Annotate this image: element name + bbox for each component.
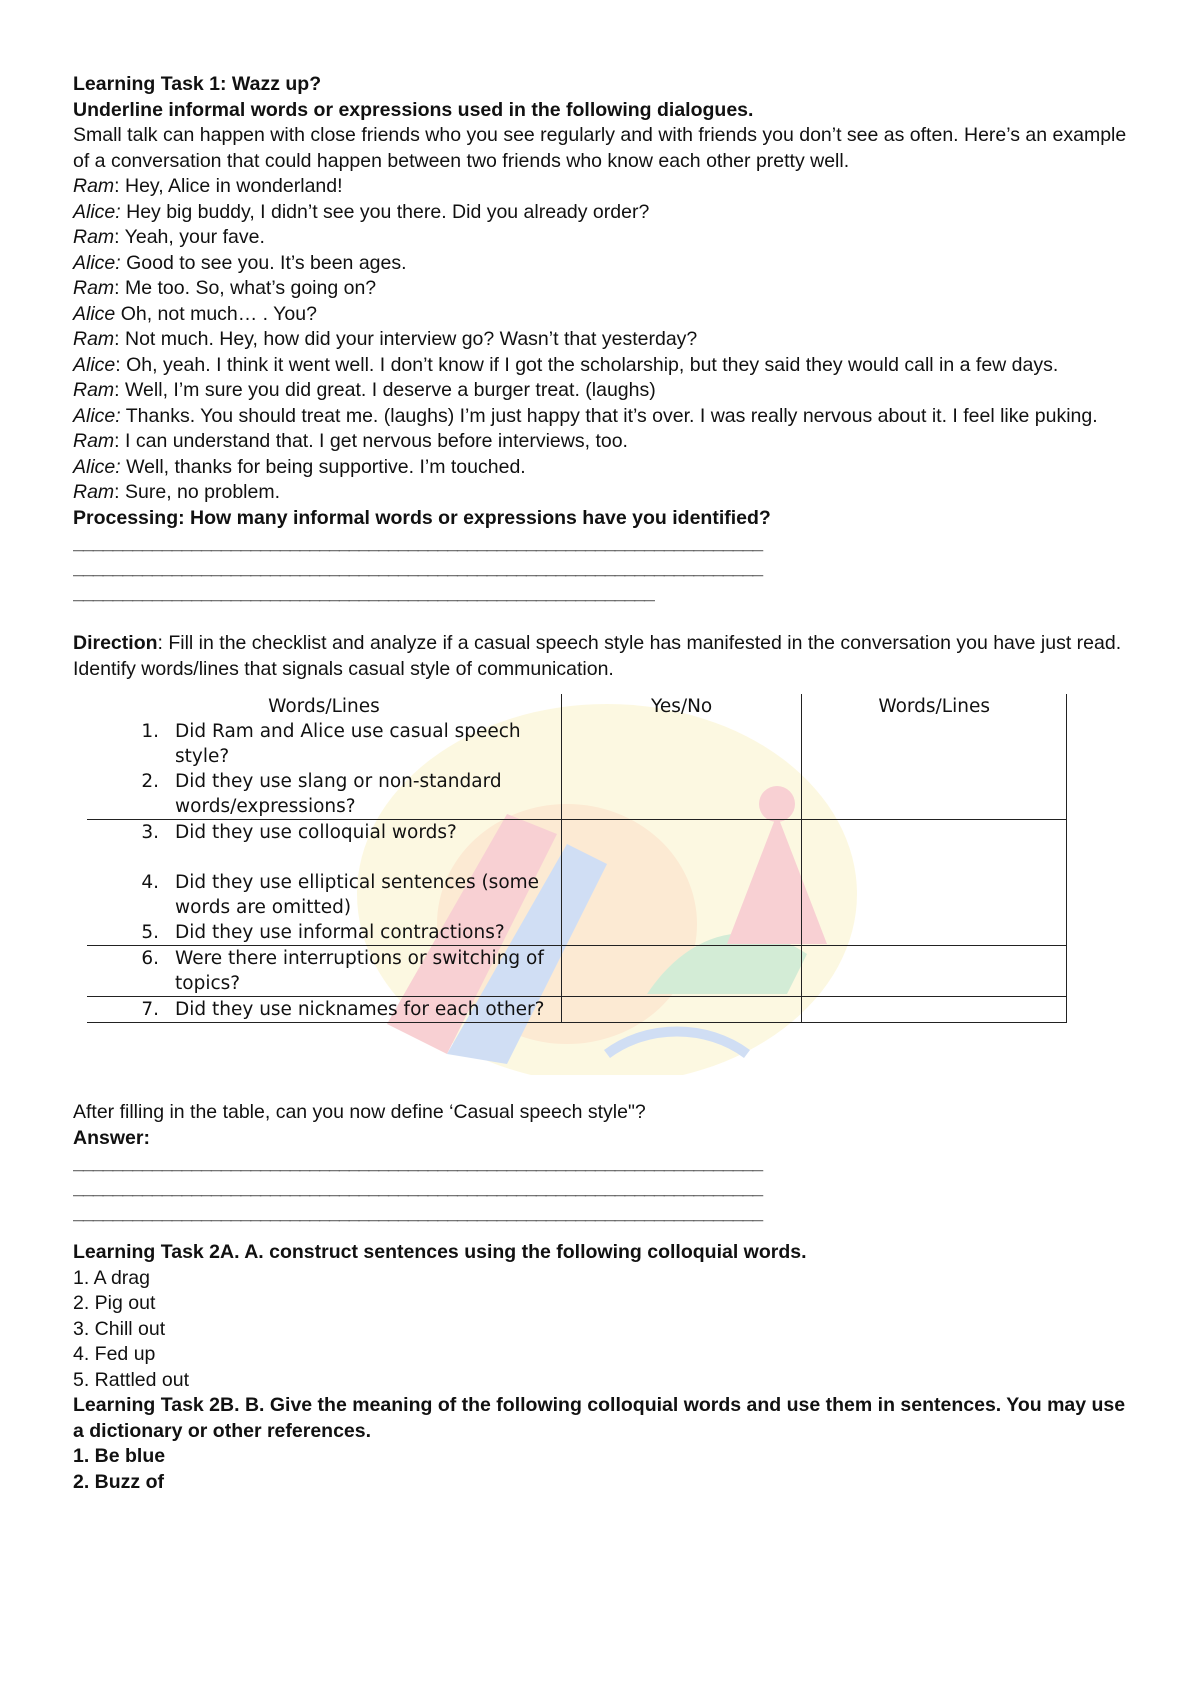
- dialogue-text: : Me too. So, what’s going on?: [114, 277, 377, 299]
- list-item: 4. Did they use elliptical sentences (some words are omitted): [87, 870, 561, 920]
- dialogue-text: : Well, I’m sure you did great. I deserve a burger treat. (laughs): [114, 379, 656, 401]
- header-words-lines-answer: Words/Lines: [802, 694, 1067, 719]
- list-item: 3. Did they use colloquial words?: [87, 820, 561, 845]
- dialogue-line: [73, 327, 1133, 353]
- list-item: 2. Did they use slang or non-standard words/expressions?: [87, 769, 561, 819]
- words-lines-cell[interactable]: [802, 946, 1067, 997]
- task2a-title: Learning Task 2A. A. construct sentences using the following colloquial words.: [73, 1241, 807, 1263]
- header-yes-no: Yes/No: [561, 694, 801, 719]
- speaker: Alice:: [73, 404, 121, 427]
- dialogue-line: [73, 404, 1133, 430]
- task1-instruction: Underline informal words or expressions used in the following dialogues.: [73, 98, 754, 121]
- dialogue-line: [73, 251, 1133, 277]
- dialogue-text: : I can understand that. I get nervous before interviews, too.: [114, 430, 628, 452]
- table-row: [87, 719, 1067, 820]
- list-item: 2. Pig out: [73, 1292, 156, 1314]
- speaker: Ram: [73, 328, 115, 350]
- dialogue-line: [73, 200, 1133, 226]
- dialogue-text: Oh, not much… . You?: [115, 302, 317, 325]
- checklist-question: Were there interruptions or switching of topics?: [175, 948, 544, 994]
- answer-blank-line[interactable]: ______________________________________________________________________: [73, 532, 763, 554]
- dialogue-text: : Oh, yeah. I think it went well. I don’t know if I got the scholarship, but they said they would call in a few days.: [115, 353, 1059, 376]
- checklist-question: Did they use elliptical sentences (some words are omitted): [175, 872, 540, 918]
- list-item: 5. Rattled out: [73, 1368, 189, 1391]
- speaker: Alice:: [73, 251, 121, 274]
- dialogue-line: [73, 225, 1133, 251]
- list-item: 7. Did they use nicknames for each other?: [87, 997, 561, 1022]
- dialogue: [73, 174, 1133, 506]
- dialogue-text: : Not much. Hey, how did your interview go? Wasn’t that yesterday?: [114, 328, 698, 350]
- table-row: [87, 820, 1067, 946]
- checklist-question: Did they use slang or non-standard words/expressions?: [175, 771, 502, 817]
- list-item: 2. Buzz of: [73, 1470, 164, 1493]
- header-words-lines: Words/Lines: [268, 696, 380, 717]
- dialogue-line: [73, 276, 1133, 302]
- words-lines-cell[interactable]: [802, 997, 1067, 1023]
- answer-blank-line[interactable]: ______________________________________________________________________: [73, 1177, 763, 1199]
- speaker: Ram: [73, 175, 115, 197]
- task1-title: Learning Task 1: Wazz up?: [73, 73, 322, 95]
- dialogue-text: Thanks. You should treat me. (laughs) I’m just happy that it’s over. I was really nervous about it. I feel like puking.: [120, 404, 1098, 427]
- checklist-question: Did they use nicknames for each other?: [175, 999, 545, 1020]
- dialogue-text: : Sure, no problem.: [114, 481, 281, 503]
- answer-blank-line[interactable]: ___________________________________________________________: [73, 582, 654, 604]
- yes-no-cell[interactable]: [561, 997, 801, 1023]
- dialogue-line: [73, 302, 1133, 328]
- direction-text: : Fill in the checklist and analyze if a casual speech style has manifested in the conversation you have just read. Identify words/lines that signals casual style of communication.: [73, 632, 1122, 680]
- speaker: Ram: [73, 481, 115, 503]
- direction-paragraph: [73, 631, 1133, 682]
- task2b-title: Learning Task 2B. B. Give the meaning of the following colloquial words and use them in sentences. You may use a dictionary or other references.: [73, 1394, 1126, 1442]
- answer-blank-line[interactable]: ______________________________________________________________________: [73, 1152, 763, 1174]
- yes-no-cell[interactable]: [561, 946, 801, 997]
- table-row: [87, 946, 1067, 997]
- direction-label: Direction: [73, 632, 158, 654]
- dialogue-line: [73, 353, 1133, 379]
- dialogue-line: [73, 429, 1133, 455]
- dialogue-line: [73, 480, 1133, 506]
- list-item: 4. Fed up: [73, 1343, 156, 1365]
- checklist-question: Did they use informal contractions?: [175, 922, 505, 943]
- dialogue-text: Well, thanks for being supportive. I’m touched.: [120, 455, 526, 478]
- dialogue-text: Hey big buddy, I didn’t see you there. Did you already order?: [120, 200, 650, 223]
- dialogue-text: : Yeah, your fave.: [114, 226, 265, 248]
- table-row: [87, 997, 1067, 1023]
- task1-intro: Small talk can happen with close friends who you see regularly and with friends you don’t see as often. Here’s an example of a conversation that could happen between two friends who know each other pretty well.: [73, 124, 1127, 172]
- speaker: Alice:: [73, 200, 121, 223]
- list-item: 1. Did Ram and Alice use casual speech style?: [87, 719, 561, 769]
- speaker: Ram: [73, 226, 115, 248]
- answer-blank-line[interactable]: ______________________________________________________________________: [73, 1202, 763, 1224]
- dialogue-text: Good to see you. It’s been ages.: [120, 251, 407, 274]
- casual-speech-checklist: [87, 694, 1067, 1023]
- processing-question: Processing: How many informal words or expressions have you identified?: [73, 506, 771, 529]
- speaker: Alice: [73, 353, 116, 376]
- list-item: 3. Chill out: [73, 1317, 166, 1340]
- dialogue-text: : Hey, Alice in wonderland!: [114, 175, 343, 197]
- words-lines-cell[interactable]: [802, 820, 1067, 946]
- list-item: 1. Be blue: [73, 1445, 166, 1467]
- speaker: Ram: [73, 277, 115, 299]
- answer-blank-line[interactable]: ______________________________________________________________________: [73, 557, 763, 579]
- dialogue-line: [73, 455, 1133, 481]
- list-item: 5. Did they use informal contractions?: [87, 920, 561, 945]
- checklist-table-area: [87, 694, 1067, 1075]
- speaker: Alice:: [73, 455, 121, 478]
- checklist-question: Did Ram and Alice use casual speech style?: [175, 721, 521, 767]
- words-lines-cell[interactable]: [802, 719, 1067, 820]
- dialogue-line: [73, 378, 1133, 404]
- answer-label: Answer:: [73, 1126, 150, 1149]
- speaker: Alice: [73, 302, 116, 325]
- dialogue-line: [73, 174, 1133, 200]
- yes-no-cell[interactable]: [561, 820, 801, 946]
- list-item: 1. A drag: [73, 1266, 150, 1289]
- worksheet-page: [73, 72, 1133, 1495]
- speaker: Ram: [73, 379, 115, 401]
- checklist-question: Did they use colloquial words?: [175, 822, 457, 843]
- define-question: After filling in the table, can you now define ‘Casual speech style"?: [73, 1101, 646, 1123]
- list-item: 6. Were there interruptions or switching of topics?: [87, 946, 561, 996]
- speaker: Ram: [73, 430, 115, 452]
- yes-no-cell[interactable]: [561, 719, 801, 820]
